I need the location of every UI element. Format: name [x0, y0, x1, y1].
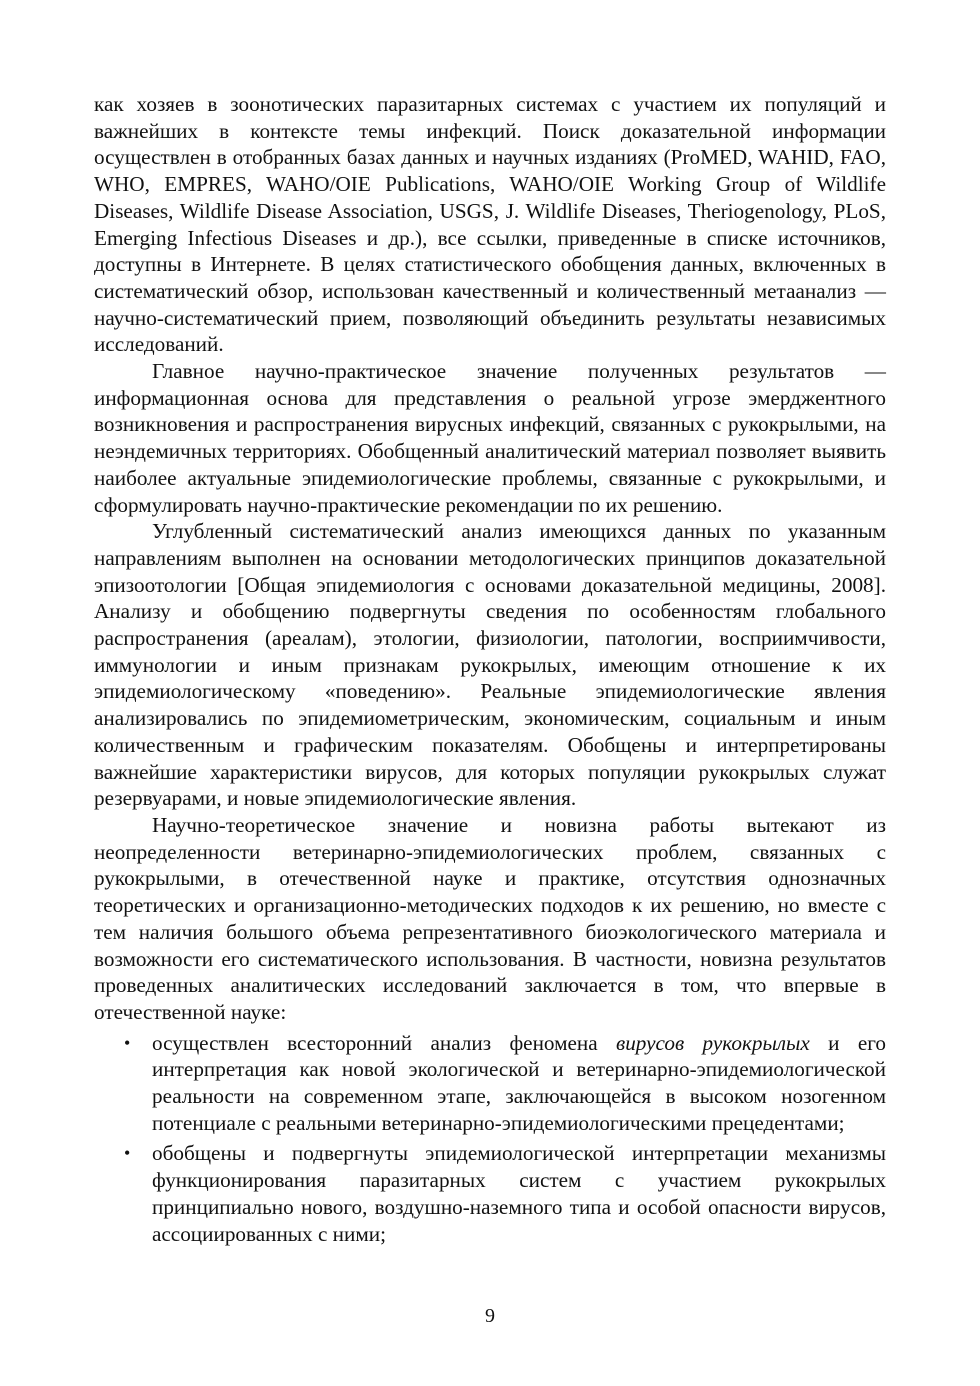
paragraph-2: Главное научно-практическое значение полученных результатов — информационная основа для представления о реальной угрозе эмерджентного возникновения и распространения вирусных инфекций, связанных с рукокрылыми, на неэндемичных территориях. Обобщенный аналитический материал позволяет выявить наиболее актуальные эпидемиологические проблемы, связанные с рукокрылыми, и сформулировать научно-практические рекомендации по их решению.	[94, 359, 886, 517]
paragraph-1: как хозяев в зоонотических паразитарных системах с участием их популяций и важнейших в контексте темы инфекций. Поиск доказательной информации осуществлен в отобранных базах данных и научных изданиях (ProMED, WAHID, FAO, WHO, EMPRES, WAHO/OIE Publications, WAHO/OIE Working Group of Wildlife Diseases, Wildlife Disease Association, USGS, J. Wildlife Diseases, Theriogenology, PLoS, Emerging Infectious Diseases и др.), все ссылки, приведенные в списке источников, доступны в Интернете. В целях статистического обобщения данных, включенных в систематический обзор, использован качественный и количественный метаанализ — научно-систематический прием, позволяющий объединить результаты независимых исследований.	[94, 92, 886, 357]
list-item-text-end: и его интерпретация как новой экологической и ветеринарно-эпидемиологической реальности на современном этапе, заключающейся в высоком нозогенном потенциале с реальными ветеринарно-эпидемиологическими прецедентами;	[152, 1030, 887, 1135]
paragraph-4: Научно-теоретическое значение и новизна работы вытекают из неопределенности ветеринарно-эпидемиологических проблем, связанных с рукокрылыми, в отечественной науке и практике, отсутствия однозначных теоретических и организационно-методических подходов к их решению, но вместе с тем наличия большого объема репрезентативного биоэкологического материала и возможности его систематического использования. В частности, новизна результатов проведенных аналитических исследований заключается в том, что впервые в отечественной науке:	[94, 812, 886, 1024]
list-item	[94, 1140, 886, 1247]
bullet-icon: •	[124, 1032, 131, 1053]
list-item-text: обобщены и подвергнуты эпидемиологической интерпретации механизмы функционирования паразитарных систем с участием рукокрылых принципиально нового, воздушно-наземного типа и особой опасности вирусов, ассоциированных с ними;	[152, 1141, 886, 1246]
bullet-icon: •	[124, 1143, 131, 1164]
page-number: 9	[485, 1305, 495, 1327]
list-item-emphasis: вирусов рукокрылых	[616, 1030, 810, 1055]
list-item-text-start: осуществлен всесторонний анализ феномена	[152, 1030, 617, 1055]
document-page	[94, 91, 886, 1247]
novelty-list	[94, 1030, 886, 1248]
paragraph-3: Углубленный систематический анализ имеющихся данных по указанным направлениям выполнен на основании методологических принципов доказательной эпизоотологии [Общая эпидемиология с основами доказательной медицины, 2008]. Анализу и обобщению подвергнуты сведения по особенностям глобального распространения (ареалам), этологии, физиологии, патологии, восприимчивости, иммунологии и иным признакам рукокрылых, имеющим отношение к их эпидемиологическому «поведению». Реальные эпидемиологические явления анализировались по эпидемиометрическим, экономическим, социальным и иным количественным и графическим показателям. Обобщены и интерпретированы важнейшие характеристики вирусов, для которых популяции рукокрылых служат резервуарами, и новые эпидемиологические явления.	[94, 519, 886, 811]
list-item	[94, 1030, 886, 1137]
